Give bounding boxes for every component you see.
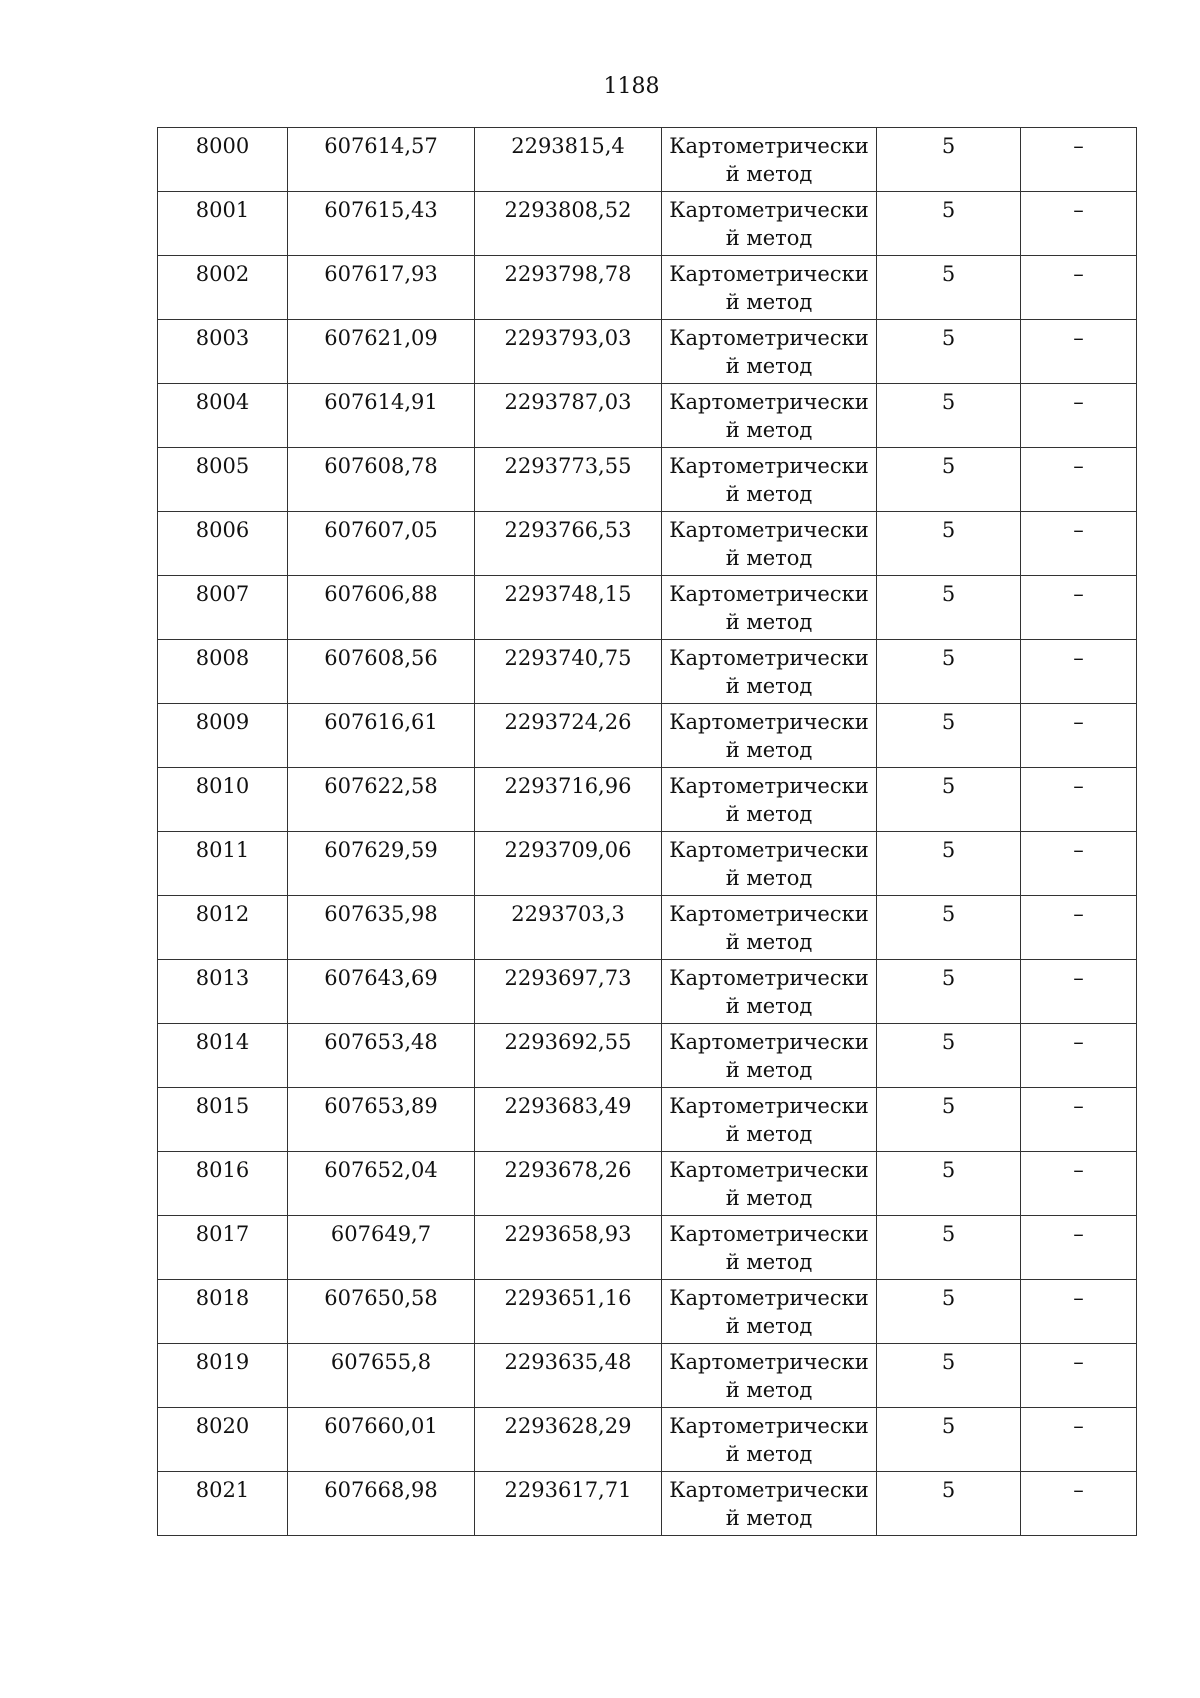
accuracy-cell: 5 bbox=[877, 1280, 1021, 1344]
note-cell: – bbox=[1021, 896, 1137, 960]
note-cell: – bbox=[1021, 320, 1137, 384]
method-cell: Картометрически й метод bbox=[662, 1152, 877, 1216]
point-number-cell: 8001 bbox=[158, 192, 288, 256]
method-cell: Картометрически й метод bbox=[662, 1216, 877, 1280]
table-row bbox=[158, 768, 1137, 832]
table-row bbox=[158, 640, 1137, 704]
note-cell: – bbox=[1021, 256, 1137, 320]
note-cell: – bbox=[1021, 1280, 1137, 1344]
method-cell: Картометрически й метод bbox=[662, 768, 877, 832]
note-cell: – bbox=[1021, 448, 1137, 512]
x-coordinate-cell: 607614,91 bbox=[288, 384, 475, 448]
page-number: 1188 bbox=[603, 74, 660, 99]
method-cell: Картометрически й метод bbox=[662, 640, 877, 704]
x-coordinate-cell: 607653,48 bbox=[288, 1024, 475, 1088]
method-cell: Картометрически й метод bbox=[662, 384, 877, 448]
x-coordinate-cell: 607617,93 bbox=[288, 256, 475, 320]
accuracy-cell: 5 bbox=[877, 704, 1021, 768]
y-coordinate-cell: 2293628,29 bbox=[475, 1408, 662, 1472]
table-row bbox=[158, 1216, 1137, 1280]
accuracy-cell: 5 bbox=[877, 256, 1021, 320]
note-cell: – bbox=[1021, 128, 1137, 192]
accuracy-cell: 5 bbox=[877, 1152, 1021, 1216]
y-coordinate-cell: 2293773,55 bbox=[475, 448, 662, 512]
point-number-cell: 8010 bbox=[158, 768, 288, 832]
point-number-cell: 8016 bbox=[158, 1152, 288, 1216]
coordinates-table bbox=[157, 127, 1137, 1536]
y-coordinate-cell: 2293766,53 bbox=[475, 512, 662, 576]
note-cell: – bbox=[1021, 1024, 1137, 1088]
note-cell: – bbox=[1021, 832, 1137, 896]
method-cell: Картометрически й метод bbox=[662, 832, 877, 896]
method-cell: Картометрически й метод bbox=[662, 1344, 877, 1408]
y-coordinate-cell: 2293658,93 bbox=[475, 1216, 662, 1280]
y-coordinate-cell: 2293748,15 bbox=[475, 576, 662, 640]
accuracy-cell: 5 bbox=[877, 768, 1021, 832]
x-coordinate-cell: 607668,98 bbox=[288, 1472, 475, 1536]
method-cell: Картометрически й метод bbox=[662, 1088, 877, 1152]
table-row bbox=[158, 128, 1137, 192]
note-cell: – bbox=[1021, 384, 1137, 448]
x-coordinate-cell: 607607,05 bbox=[288, 512, 475, 576]
accuracy-cell: 5 bbox=[877, 512, 1021, 576]
note-cell: – bbox=[1021, 576, 1137, 640]
y-coordinate-cell: 2293703,3 bbox=[475, 896, 662, 960]
table-row bbox=[158, 384, 1137, 448]
x-coordinate-cell: 607653,89 bbox=[288, 1088, 475, 1152]
point-number-cell: 8002 bbox=[158, 256, 288, 320]
table-row bbox=[158, 1472, 1137, 1536]
table-row bbox=[158, 896, 1137, 960]
accuracy-cell: 5 bbox=[877, 896, 1021, 960]
method-cell: Картометрически й метод bbox=[662, 192, 877, 256]
y-coordinate-cell: 2293678,26 bbox=[475, 1152, 662, 1216]
table-row bbox=[158, 448, 1137, 512]
y-coordinate-cell: 2293716,96 bbox=[475, 768, 662, 832]
method-cell: Картометрически й метод bbox=[662, 448, 877, 512]
note-cell: – bbox=[1021, 1408, 1137, 1472]
note-cell: – bbox=[1021, 960, 1137, 1024]
y-coordinate-cell: 2293724,26 bbox=[475, 704, 662, 768]
x-coordinate-cell: 607606,88 bbox=[288, 576, 475, 640]
table-row bbox=[158, 1152, 1137, 1216]
table-row bbox=[158, 1088, 1137, 1152]
x-coordinate-cell: 607615,43 bbox=[288, 192, 475, 256]
table-row bbox=[158, 1024, 1137, 1088]
accuracy-cell: 5 bbox=[877, 960, 1021, 1024]
x-coordinate-cell: 607622,58 bbox=[288, 768, 475, 832]
point-number-cell: 8000 bbox=[158, 128, 288, 192]
method-cell: Картометрически й метод bbox=[662, 256, 877, 320]
accuracy-cell: 5 bbox=[877, 1408, 1021, 1472]
point-number-cell: 8015 bbox=[158, 1088, 288, 1152]
note-cell: – bbox=[1021, 192, 1137, 256]
method-cell: Картометрически й метод bbox=[662, 960, 877, 1024]
note-cell: – bbox=[1021, 1216, 1137, 1280]
method-cell: Картометрически й метод bbox=[662, 1024, 877, 1088]
x-coordinate-cell: 607629,59 bbox=[288, 832, 475, 896]
method-cell: Картометрически й метод bbox=[662, 576, 877, 640]
table-body bbox=[158, 128, 1137, 1536]
y-coordinate-cell: 2293651,16 bbox=[475, 1280, 662, 1344]
accuracy-cell: 5 bbox=[877, 1024, 1021, 1088]
note-cell: – bbox=[1021, 768, 1137, 832]
x-coordinate-cell: 607621,09 bbox=[288, 320, 475, 384]
note-cell: – bbox=[1021, 512, 1137, 576]
method-cell: Картометрически й метод bbox=[662, 896, 877, 960]
method-cell: Картометрически й метод bbox=[662, 1280, 877, 1344]
y-coordinate-cell: 2293787,03 bbox=[475, 384, 662, 448]
accuracy-cell: 5 bbox=[877, 1472, 1021, 1536]
table-row bbox=[158, 832, 1137, 896]
x-coordinate-cell: 607643,69 bbox=[288, 960, 475, 1024]
x-coordinate-cell: 607655,8 bbox=[288, 1344, 475, 1408]
accuracy-cell: 5 bbox=[877, 640, 1021, 704]
note-cell: – bbox=[1021, 1152, 1137, 1216]
accuracy-cell: 5 bbox=[877, 1088, 1021, 1152]
table-row bbox=[158, 1408, 1137, 1472]
table-row bbox=[158, 1344, 1137, 1408]
y-coordinate-cell: 2293798,78 bbox=[475, 256, 662, 320]
point-number-cell: 8005 bbox=[158, 448, 288, 512]
note-cell: – bbox=[1021, 640, 1137, 704]
y-coordinate-cell: 2293697,73 bbox=[475, 960, 662, 1024]
table-row bbox=[158, 256, 1137, 320]
y-coordinate-cell: 2293635,48 bbox=[475, 1344, 662, 1408]
point-number-cell: 8020 bbox=[158, 1408, 288, 1472]
table-row bbox=[158, 512, 1137, 576]
note-cell: – bbox=[1021, 704, 1137, 768]
x-coordinate-cell: 607608,56 bbox=[288, 640, 475, 704]
accuracy-cell: 5 bbox=[877, 320, 1021, 384]
x-coordinate-cell: 607635,98 bbox=[288, 896, 475, 960]
point-number-cell: 8018 bbox=[158, 1280, 288, 1344]
x-coordinate-cell: 607660,01 bbox=[288, 1408, 475, 1472]
table-row bbox=[158, 192, 1137, 256]
table-row bbox=[158, 960, 1137, 1024]
method-cell: Картометрически й метод bbox=[662, 320, 877, 384]
point-number-cell: 8004 bbox=[158, 384, 288, 448]
y-coordinate-cell: 2293692,55 bbox=[475, 1024, 662, 1088]
point-number-cell: 8014 bbox=[158, 1024, 288, 1088]
point-number-cell: 8003 bbox=[158, 320, 288, 384]
point-number-cell: 8012 bbox=[158, 896, 288, 960]
x-coordinate-cell: 607616,61 bbox=[288, 704, 475, 768]
accuracy-cell: 5 bbox=[877, 832, 1021, 896]
y-coordinate-cell: 2293793,03 bbox=[475, 320, 662, 384]
point-number-cell: 8021 bbox=[158, 1472, 288, 1536]
method-cell: Картометрически й метод bbox=[662, 704, 877, 768]
accuracy-cell: 5 bbox=[877, 448, 1021, 512]
x-coordinate-cell: 607650,58 bbox=[288, 1280, 475, 1344]
point-number-cell: 8013 bbox=[158, 960, 288, 1024]
table-row bbox=[158, 320, 1137, 384]
x-coordinate-cell: 607614,57 bbox=[288, 128, 475, 192]
point-number-cell: 8007 bbox=[158, 576, 288, 640]
x-coordinate-cell: 607608,78 bbox=[288, 448, 475, 512]
accuracy-cell: 5 bbox=[877, 384, 1021, 448]
accuracy-cell: 5 bbox=[877, 1216, 1021, 1280]
method-cell: Картометрически й метод bbox=[662, 128, 877, 192]
method-cell: Картометрически й метод bbox=[662, 512, 877, 576]
method-cell: Картометрически й метод bbox=[662, 1408, 877, 1472]
point-number-cell: 8009 bbox=[158, 704, 288, 768]
accuracy-cell: 5 bbox=[877, 576, 1021, 640]
accuracy-cell: 5 bbox=[877, 192, 1021, 256]
note-cell: – bbox=[1021, 1472, 1137, 1536]
table-row bbox=[158, 704, 1137, 768]
point-number-cell: 8019 bbox=[158, 1344, 288, 1408]
y-coordinate-cell: 2293683,49 bbox=[475, 1088, 662, 1152]
point-number-cell: 8006 bbox=[158, 512, 288, 576]
y-coordinate-cell: 2293740,75 bbox=[475, 640, 662, 704]
x-coordinate-cell: 607649,7 bbox=[288, 1216, 475, 1280]
point-number-cell: 8017 bbox=[158, 1216, 288, 1280]
note-cell: – bbox=[1021, 1344, 1137, 1408]
point-number-cell: 8008 bbox=[158, 640, 288, 704]
method-cell: Картометрически й метод bbox=[662, 1472, 877, 1536]
x-coordinate-cell: 607652,04 bbox=[288, 1152, 475, 1216]
y-coordinate-cell: 2293617,71 bbox=[475, 1472, 662, 1536]
point-number-cell: 8011 bbox=[158, 832, 288, 896]
accuracy-cell: 5 bbox=[877, 1344, 1021, 1408]
accuracy-cell: 5 bbox=[877, 128, 1021, 192]
table-row bbox=[158, 1280, 1137, 1344]
y-coordinate-cell: 2293709,06 bbox=[475, 832, 662, 896]
y-coordinate-cell: 2293815,4 bbox=[475, 128, 662, 192]
note-cell: – bbox=[1021, 1088, 1137, 1152]
table-row bbox=[158, 576, 1137, 640]
y-coordinate-cell: 2293808,52 bbox=[475, 192, 662, 256]
